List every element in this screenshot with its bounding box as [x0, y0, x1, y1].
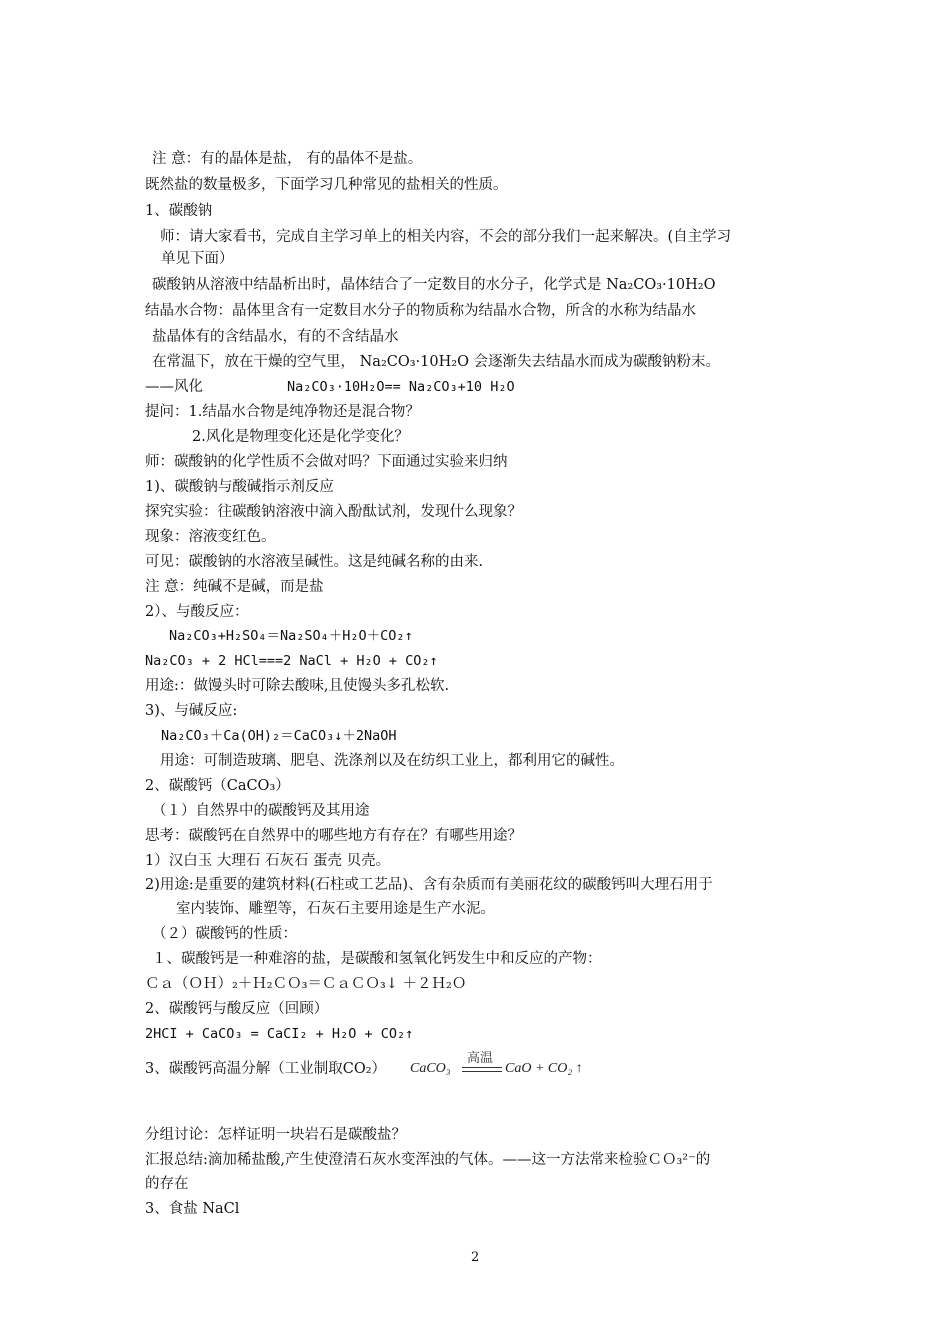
- text-line: 探究实验：往碳酸钠溶液中滴入酚酞试剂，发现什么现象？: [145, 504, 522, 520]
- text-line: 结晶水合物：晶体里含有一定数目水分子的物质称为结晶水合物，所含的水称为结晶水: [145, 303, 696, 319]
- text-line: 室内装饰、雕塑等，石灰石主要用途是生产水泥。: [176, 901, 495, 917]
- note-line: 注 意：有的晶体是盐， 有的晶体不是盐。: [152, 151, 423, 167]
- text-line: 的存在: [145, 1176, 189, 1192]
- question-line: 2.风化是物理变化还是化学变化？: [192, 429, 409, 445]
- text-line: ——风化: [145, 379, 203, 395]
- text-line: 碳酸钠从溶液中结晶析出时，晶体结合了一定数目的水分子，化学式是 Na₂CO₃·10H₂O: [152, 277, 716, 293]
- text-line: 现象：溶液变红色。: [145, 529, 276, 545]
- equals-bar-top: [462, 1067, 502, 1068]
- text-line: 盐晶体有的含结晶水，有的不含结晶水: [152, 329, 399, 345]
- subsection-heading: 1)、碳酸钠与酸碱指示剂反应: [145, 479, 334, 495]
- text-line: 单见下面）: [161, 251, 234, 267]
- equation: Na₂CO₃·10H₂O== Na₂CO₃+10 H₂O: [287, 379, 515, 395]
- text-line: 思考：碳酸钙在自然界中的哪些地方有存在？有哪些用途？: [145, 828, 522, 844]
- text-line: 既然盐的数量极多，下面学习几种常见的盐相关的性质。: [145, 177, 508, 193]
- text-line: 汇报总结:滴加稀盐酸,产生使澄清石灰水变浑浊的气体。——这一方法常来检验ＣＯ₃²⁻的: [145, 1152, 711, 1168]
- subsection-heading: （１）自然界中的碳酸钙及其用途: [152, 803, 370, 819]
- section-heading: 1、碳酸钠: [145, 203, 213, 219]
- text-line: 2)用途:是重要的建筑材料(石柱或工艺品)、含有杂质而有美丽花纹的碳酸钙叫大理石用于: [145, 877, 713, 893]
- text-line: 用途:：做馒头时可除去酸味,且使馒头多孔松软.: [145, 678, 450, 694]
- section-heading: 3、食盐 NaCl: [145, 1201, 240, 1217]
- equation: Na₂CO₃+H₂SO₄＝Na₂SO₄＋H₂O＋CO₂↑: [169, 628, 413, 644]
- equation: Ｃａ（ＯＨ）₂＋Ｈ₂ＣＯ₃＝ＣａＣＯ₃↓ ＋２Ｈ₂Ｏ: [145, 976, 467, 992]
- equation: Na₂CO₃ + 2 HCl===2 NaCl + H₂O + CO₂↑: [145, 653, 438, 669]
- text-line: 师：碳酸钠的化学性质不会做对吗？下面通过实验来归纳: [145, 454, 508, 470]
- equation-products: CaO + CO₂ ↑: [505, 1061, 583, 1076]
- question-line: 提问：1.结晶水合物是纯净物还是混合物？: [145, 404, 420, 420]
- page-number: 2: [471, 1250, 480, 1265]
- subsection-heading: （２）碳酸钙的性质：: [152, 926, 297, 942]
- text-line: 在常温下，放在干燥的空气里， Na₂CO₃·10H₂O 会逐渐失去结晶水而成为碳酸钠粉末。: [152, 354, 721, 370]
- equation: 2HCI + CaCO₃ = CaCI₂ + H₂O + CO₂↑: [145, 1026, 414, 1042]
- text-line: 2、碳酸钙与酸反应（回顾）: [145, 1001, 329, 1017]
- text-line: 3、碳酸钙高温分解（工业制取CO₂）: [145, 1061, 387, 1077]
- text-line: 分组讨论：怎样证明一块岩石是碳酸盐？: [145, 1127, 406, 1143]
- equation: Na₂CO₃＋Ca(OH)₂＝CaCO₃↓＋2NaOH: [161, 728, 397, 744]
- text-line: 可见：碳酸钠的水溶液呈碱性。这是纯碱名称的由来.: [145, 554, 484, 570]
- note-line: 注 意：纯碱不是碱，而是盐: [145, 579, 324, 595]
- equals-bar-bottom: [462, 1071, 502, 1072]
- reaction-condition: 高温: [467, 1051, 494, 1066]
- text-line: 用途：可制造玻璃、肥皂、洗涤剂以及在纺织工业上，都利用它的碱性。: [160, 753, 624, 769]
- text-line: 1）汉白玉 大理石 石灰石 蛋壳 贝壳。: [145, 853, 391, 869]
- equation-reactant: CaCO₃: [410, 1061, 451, 1076]
- text-line: 师：请大家看书，完成自主学习单上的相关内容，不会的部分我们一起来解决。(自主学习: [160, 229, 732, 245]
- section-heading: 2、碳酸钙（CaCO₃）: [145, 778, 290, 794]
- subsection-heading: 3)、与碱反应:: [145, 703, 238, 719]
- subsection-heading: 2）、与酸反应：: [145, 604, 249, 620]
- text-line: １、碳酸钙是一种难溶的盐，是碳酸和氢氧化钙发生中和反应的产物：: [152, 951, 602, 967]
